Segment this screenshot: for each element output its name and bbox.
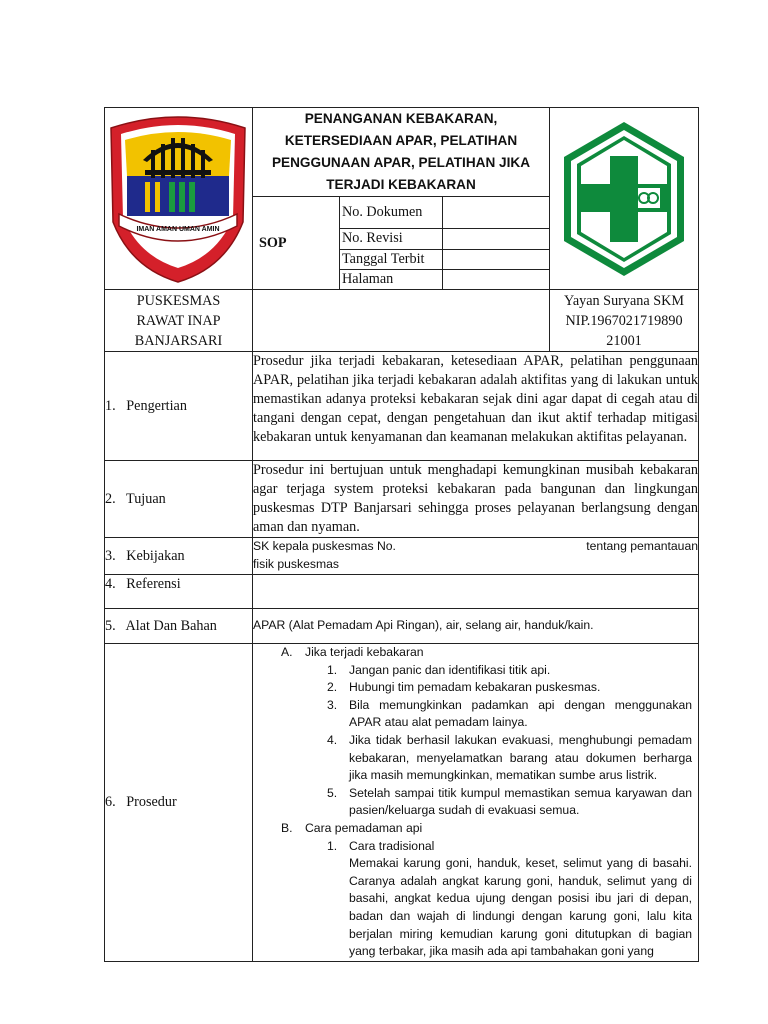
document-title bbox=[253, 108, 550, 197]
section-content-tujuan: Prosedur ini bertujuan untuk menghadapi kemungkinan musibah kebakaran agar terjaga system proteksi kebakaran pada bangunan dan lingkungan puskesmas DTP Banjarsari sehingga proses pelayanan berlangsung dengan aman dan nyaman. bbox=[253, 461, 699, 538]
section-number: 1. bbox=[105, 397, 116, 414]
list-item-marker: 4. bbox=[327, 732, 338, 747]
puskesmas-logo-cell bbox=[550, 108, 699, 290]
signatory-cell bbox=[550, 290, 699, 352]
section-number: 4. bbox=[105, 576, 116, 592]
prosedur-group-a bbox=[253, 644, 692, 820]
section-number: 5. bbox=[105, 617, 116, 634]
org-name-cell bbox=[105, 290, 253, 352]
org-middle-cell bbox=[253, 290, 550, 352]
section-label-referensi bbox=[105, 575, 253, 609]
section-content-prosedur bbox=[253, 644, 699, 962]
list-item bbox=[253, 679, 692, 697]
group-marker: B. bbox=[281, 820, 293, 835]
signatory-name: Yayan Suryana SKM bbox=[564, 292, 684, 309]
list-item-text: Hubungi tim pemadam kebakaran puskesmas. bbox=[349, 680, 601, 695]
meta-table bbox=[340, 197, 549, 289]
kebijakan-text-line2: fisik puskesmas bbox=[253, 556, 340, 571]
list-item-text: Jangan panic dan identifikasi titik api. bbox=[349, 662, 551, 677]
list-item-text: Cara tradisional bbox=[349, 838, 435, 853]
prosedur-group-b bbox=[253, 820, 692, 961]
list-item bbox=[253, 838, 692, 856]
group-title: Cara pemadaman api bbox=[305, 820, 423, 835]
section-label: Prosedur bbox=[126, 793, 177, 810]
title-line-1: PENANGANAN KEBAKARAN, bbox=[304, 111, 498, 126]
section-label-prosedur bbox=[105, 644, 253, 962]
list-item bbox=[253, 732, 692, 785]
list-item-text: Setelah sampai titik kumpul memastikan semua karyawan dan pasien/keluarga sudah di evakuasi semua. bbox=[349, 785, 693, 818]
sop-label-cell bbox=[253, 197, 340, 290]
list-item-marker: 1. bbox=[327, 662, 338, 677]
section-label-tujuan bbox=[105, 461, 253, 538]
sop-label: SOP bbox=[259, 234, 287, 251]
section-label: Alat Dan Bahan bbox=[125, 617, 217, 634]
title-line-4: TERJADI KEBAKARAN bbox=[326, 177, 476, 192]
sop-table bbox=[104, 107, 699, 962]
list-item-marker: 5. bbox=[327, 785, 338, 800]
section-label: Referensi bbox=[126, 576, 181, 592]
section-content-referensi bbox=[253, 575, 699, 609]
group-title: Jika terjadi kebakaran bbox=[305, 645, 424, 659]
kebijakan-text-left: SK kepala puskesmas No. bbox=[253, 539, 396, 553]
list-item bbox=[253, 662, 692, 680]
meta-value-no-dokumen bbox=[443, 197, 549, 228]
sop-document bbox=[104, 107, 698, 962]
list-item bbox=[253, 785, 692, 820]
meta-value-tanggal-terbit bbox=[443, 249, 549, 269]
meta-value-no-revisi bbox=[443, 228, 549, 249]
section-content-pengertian: Prosedur jika terjadi kebakaran, ketesediaan APAR, pelatihan penggunaan APAR, pelatihan jika terjadi kebakaran adalah aktifitas yang di lakukan untuk memastikan adanya proteksi kebakaran sejak dini agar dapat di cegah atau di tangani dengan cepat, dengan pengetahuan dan ikut aktif terhadap mitigasi kebakaran untuk kenyamanan dan keamanan melakukan aktifitas pelayanan. bbox=[253, 352, 699, 461]
org-name-line-2: RAWAT INAP bbox=[136, 312, 221, 329]
list-item-marker: 1. bbox=[327, 838, 338, 853]
list-item-marker: 2. bbox=[327, 680, 338, 695]
org-name-line-3: BANJARSARI bbox=[134, 332, 223, 349]
kebijakan-text-right: tentang pemantauan bbox=[586, 539, 699, 553]
puskesmas-logo bbox=[550, 110, 698, 288]
section-number: 3. bbox=[105, 547, 116, 564]
section-label: Tujuan bbox=[126, 490, 166, 507]
group-marker: A. bbox=[281, 645, 293, 659]
section-number: 2. bbox=[105, 490, 116, 507]
meta-label-no-revisi: No. Revisi bbox=[340, 228, 443, 249]
meta-label-no-dokumen: No. Dokumen bbox=[340, 197, 443, 228]
list-item-text: Jika tidak berhasil lakukan evakuasi, menghubungi pemadam kebakaran, menyelamatkan barang atau dokumen berharga jika masih memungkinkan, mematikan sumbe arus listrik. bbox=[349, 732, 693, 783]
section-label: Pengertian bbox=[126, 397, 187, 414]
signatory-nip-2: 21001 bbox=[606, 332, 642, 349]
section-label-pengertian bbox=[105, 352, 253, 461]
meta-label-halaman: Halaman bbox=[340, 269, 443, 289]
list-item bbox=[253, 697, 692, 732]
meta-label-tanggal-terbit: Tanggal Terbit bbox=[340, 249, 443, 269]
section-content-alat: APAR (Alat Pemadam Api Ringan), air, selang air, handuk/kain. bbox=[253, 609, 699, 644]
signatory-nip-1: NIP.1967021719890 bbox=[565, 312, 683, 329]
org-name-line-1: PUSKESMAS bbox=[136, 292, 221, 309]
list-item-detail: Memakai karung goni, handuk, keset, selimut yang di basahi. Caranya adalah angkat karung goni, handuk, selimut yang di basahi, angkat kedua ujung dengan posisi ibu jari di depan, badan dan wajah di lindungi dengan karung goni, lalu kita berjalan miring kemudian karung goni ditutupkan di bagian yang terbakar, jika masih ada api tambahakan goni yang bbox=[349, 856, 693, 959]
section-number: 6. bbox=[105, 793, 116, 810]
regency-logo-motto: IMAN AMAN UMAN AMIN bbox=[136, 225, 220, 233]
section-label: Kebijakan bbox=[126, 547, 185, 564]
list-item-marker: 3. bbox=[327, 697, 338, 712]
title-line-2: KETERSEDIAAN APAR, PELATIHAN bbox=[284, 133, 518, 148]
section-label-kebijakan bbox=[105, 538, 253, 575]
list-item-text: Bila memungkinkan padamkan api dengan menggunakan APAR atau alat pemadam lainya. bbox=[349, 697, 693, 730]
title-line-3: PENGGUNAAN APAR, PELATIHAN JIKA bbox=[271, 155, 531, 170]
regency-logo bbox=[105, 110, 251, 288]
regency-logo-cell bbox=[105, 108, 253, 290]
section-content-kebijakan bbox=[253, 538, 699, 575]
meta-value-halaman bbox=[443, 269, 549, 289]
section-label-alat bbox=[105, 609, 253, 644]
meta-block bbox=[340, 197, 550, 290]
